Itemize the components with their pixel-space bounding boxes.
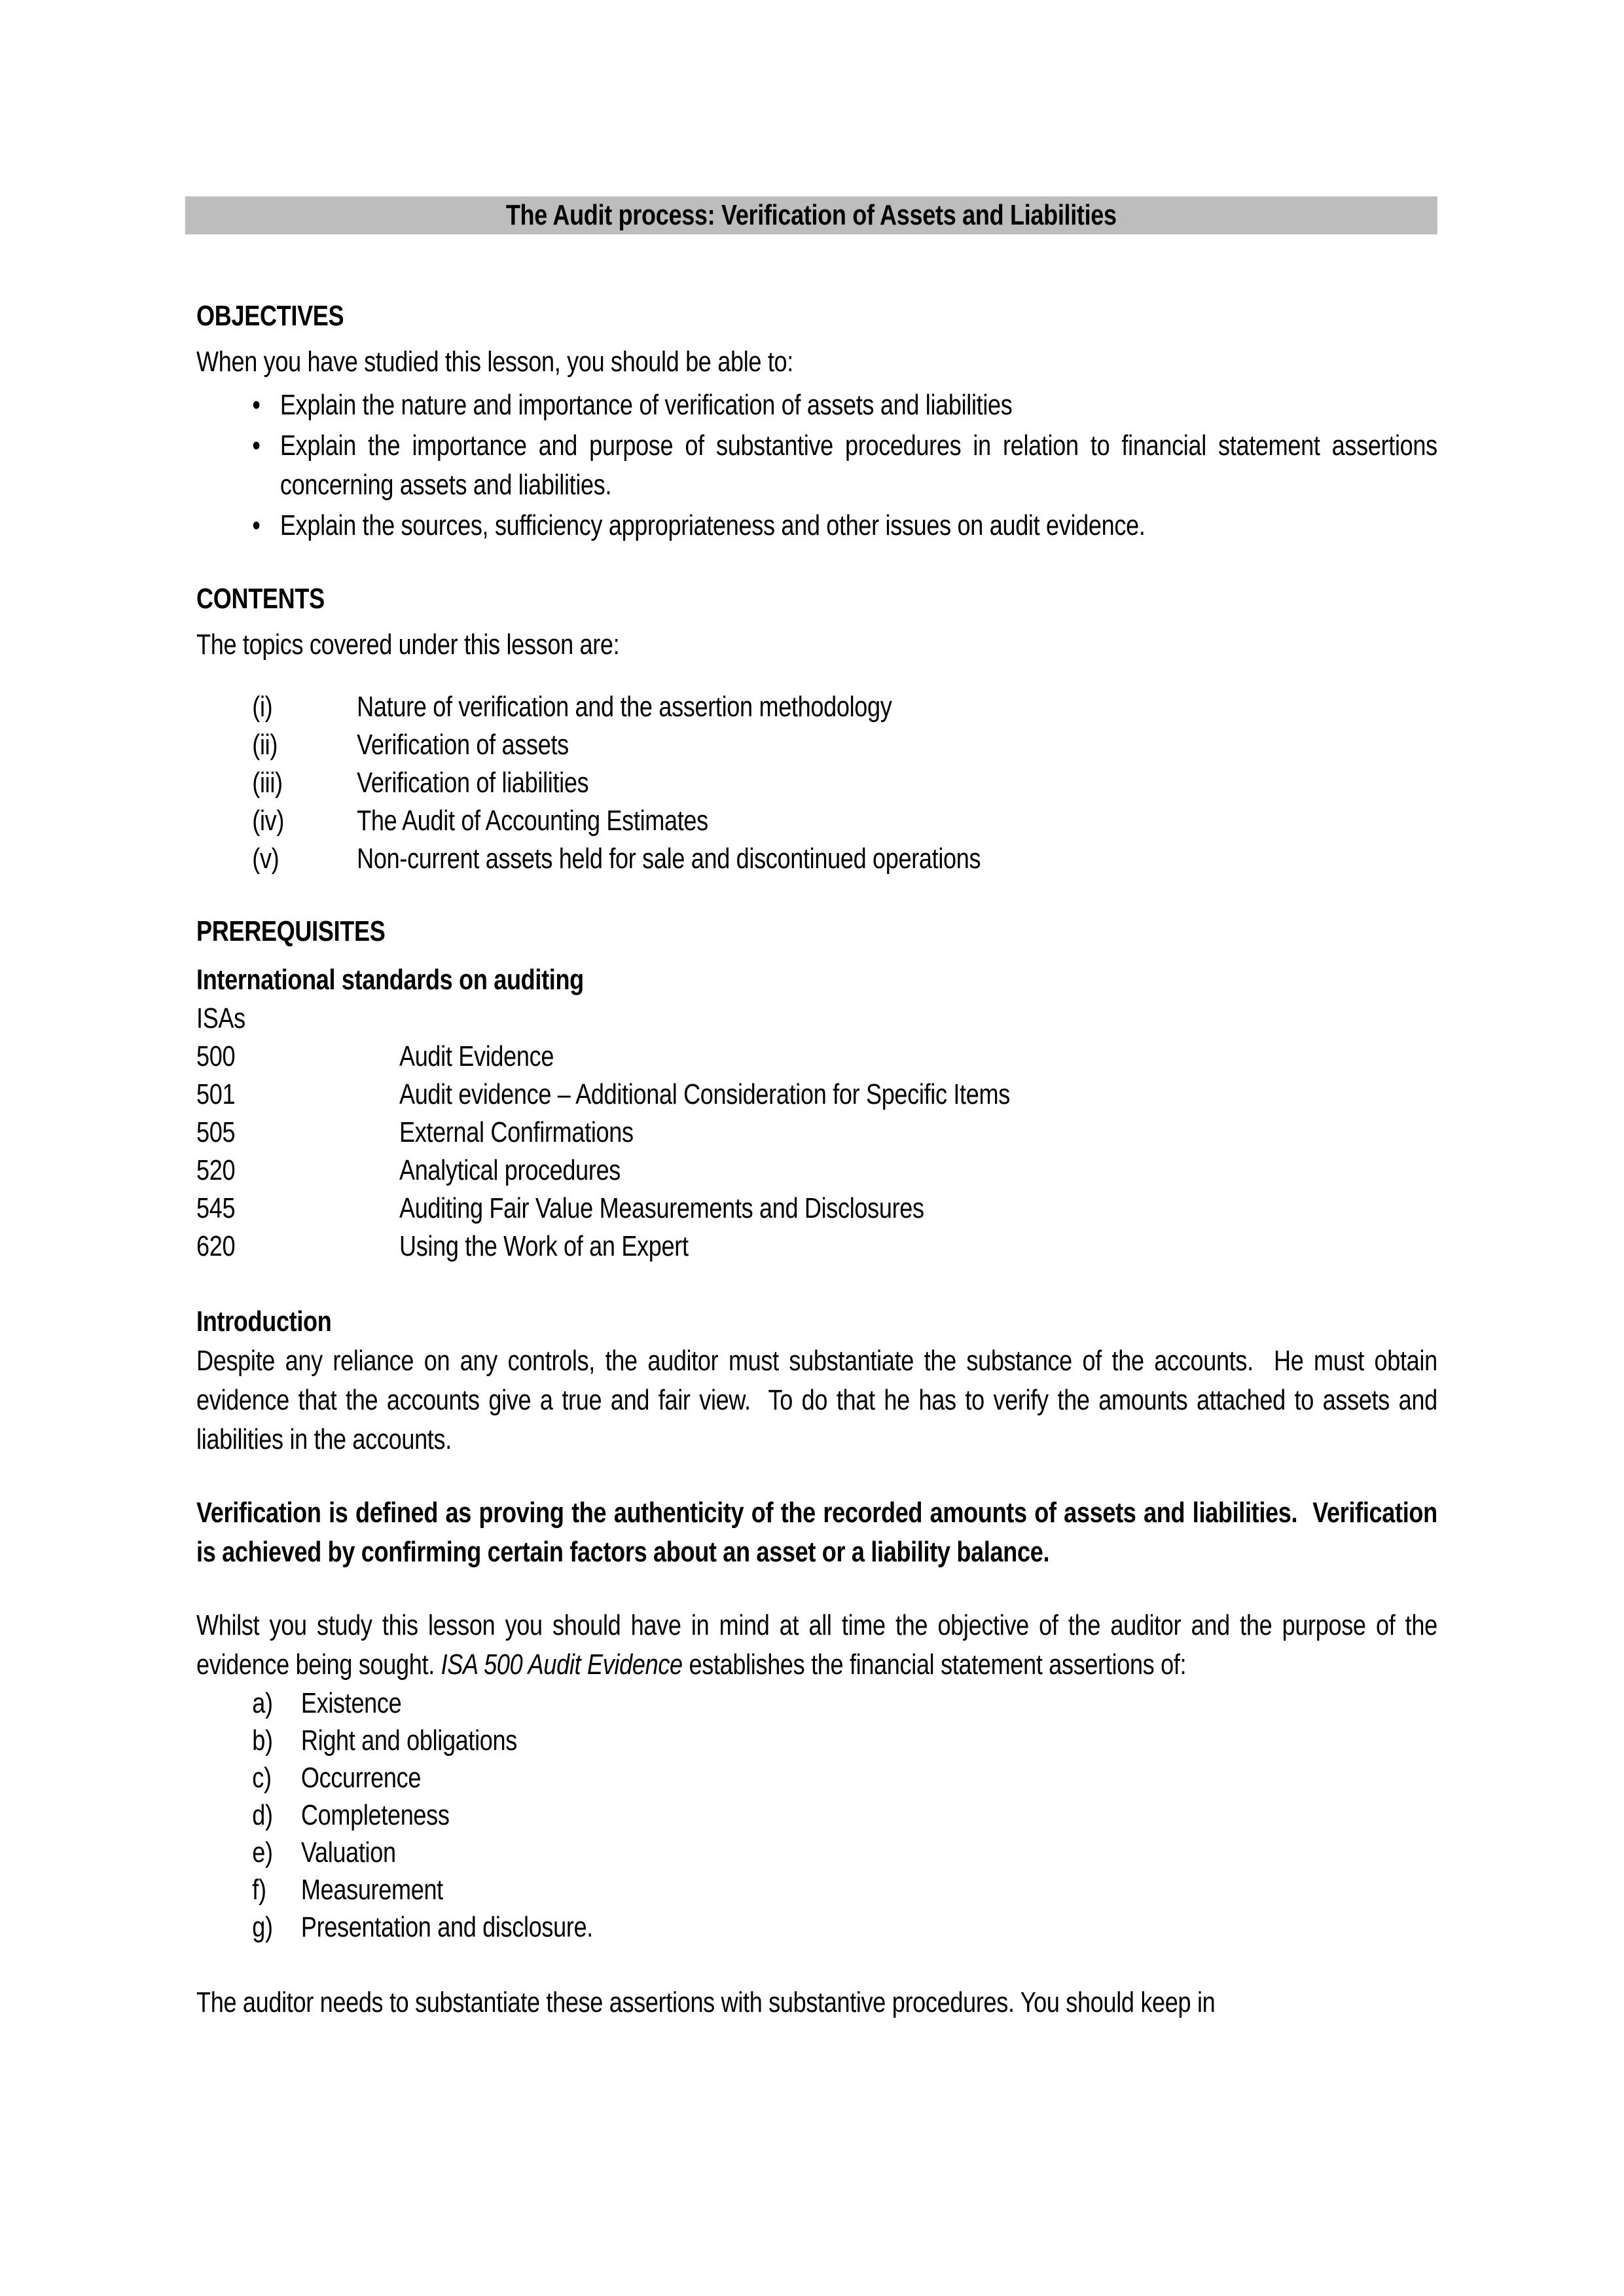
prerequisites-subheading: International standards on auditing [196, 964, 584, 996]
isa-title: External Confirmations [399, 1116, 634, 1148]
table-row [196, 1038, 1437, 1076]
isa-code: 620 [196, 1230, 236, 1262]
isa-code: 505 [196, 1116, 236, 1148]
assertion-letter: e) [252, 1836, 273, 1868]
isas-label: ISAs [196, 1002, 245, 1034]
table-row [196, 1114, 1437, 1152]
assertion-text: Valuation [300, 1836, 396, 1868]
list-item [196, 1796, 1437, 1834]
assertion-text: Measurement [300, 1874, 443, 1906]
page-title: The Audit process: Verification of Assets and Liabilities [505, 199, 1117, 231]
isa-title: Auditing Fair Value Measurements and Disclosures [399, 1192, 924, 1224]
objectives-intro: When you have studied this lesson, you should be able to: [196, 346, 793, 378]
whilst-text-post: establishes the financial statement assertions of: [682, 1649, 1187, 1681]
topic-number: (iv) [252, 805, 285, 837]
table-row [196, 1228, 1437, 1266]
topic-text: Verification of assets [357, 729, 569, 761]
document-content [196, 196, 1444, 2022]
isa-title: Audit Evidence [399, 1040, 554, 1072]
bullet-icon: • [252, 429, 261, 462]
list-item [252, 386, 1437, 425]
topic-text: Nature of verification and the assertion methodology [357, 691, 892, 723]
table-row [196, 1190, 1437, 1228]
list-item [196, 1685, 1437, 1722]
list-item [196, 1722, 1437, 1759]
list-item [196, 688, 1437, 726]
assertion-letter: c) [252, 1762, 272, 1794]
list-item [196, 1759, 1437, 1796]
assertion-letter: d) [252, 1799, 273, 1831]
assertion-text: Occurrence [300, 1762, 422, 1794]
topic-text: Non-current assets held for sale and discontinued operations [357, 843, 981, 875]
isa-code: 545 [196, 1192, 236, 1224]
list-item [196, 764, 1437, 802]
isa-500-reference: ISA 500 Audit Evidence [441, 1649, 683, 1681]
whilst-paragraph [196, 1606, 1444, 1685]
list-item [196, 1834, 1437, 1871]
assertion-text: Presentation and disclosure. [300, 1911, 594, 1943]
list-item [196, 1908, 1437, 1946]
prerequisites-heading: PREREQUISITES [196, 915, 386, 947]
table-row [196, 1076, 1437, 1114]
objectives-bullet-list [196, 386, 1437, 545]
closing-paragraph: The auditor needs to substantiate these assertions with substantive procedures. You should keep in [196, 1986, 1216, 2018]
contents-topic-list [196, 688, 1437, 878]
isa-code: 520 [196, 1154, 236, 1186]
isa-title: Using the Work of an Expert [399, 1230, 689, 1262]
list-item [196, 840, 1437, 878]
assertion-text: Completeness [300, 1799, 450, 1831]
list-item [196, 726, 1437, 764]
topic-number: (v) [252, 843, 280, 875]
verification-definition-paragraph: Verification is defined as proving the authenticity of the recorded amounts of assets and liabilities. Verification is achieved by confirming certain factors about an asset or a liability balance. [196, 1497, 1444, 1568]
topic-number: (ii) [252, 729, 278, 761]
topic-number: (iii) [252, 767, 283, 799]
bullet-text: Explain the sources, sufficiency appropriateness and other issues on audit evidence. [280, 509, 1146, 541]
isa-standards-list [196, 1038, 1437, 1266]
assertion-letter: f) [252, 1874, 266, 1906]
bullet-icon: • [252, 509, 261, 541]
bullet-text: Explain the importance and purpose of substantive procedures in relation to financial statement assertions concerning assets and liabilities. [280, 429, 1437, 501]
isa-title: Analytical procedures [399, 1154, 621, 1186]
list-item [252, 426, 1437, 505]
isa-code: 500 [196, 1040, 236, 1072]
bullet-text: Explain the nature and importance of verification of assets and liabilities [280, 389, 1013, 421]
introduction-heading: Introduction [196, 1305, 332, 1338]
assertion-letter: b) [252, 1724, 273, 1757]
isa-title: Audit evidence – Additional Consideration for Specific Items [399, 1078, 1010, 1110]
topic-text: The Audit of Accounting Estimates [357, 805, 708, 837]
objectives-heading: OBJECTIVES [196, 300, 344, 332]
topic-text: Verification of liabilities [357, 767, 589, 799]
assertions-list [196, 1685, 1437, 1946]
contents-intro: The topics covered under this lesson are: [196, 629, 620, 661]
assertion-letter: a) [252, 1687, 273, 1719]
assertion-letter: g) [252, 1911, 273, 1943]
list-item [196, 1871, 1437, 1908]
title-banner [185, 196, 1437, 234]
assertion-text: Existence [300, 1687, 402, 1719]
isa-code: 501 [196, 1078, 236, 1110]
assertion-text: Right and obligations [300, 1724, 518, 1757]
introduction-paragraph: Despite any reliance on any controls, the auditor must substantiate the substance of the accounts. He must obtain evidence that the accounts give a true and fair view. To do that he has to verify the amounts attached to assets and liabilities in the accounts. [196, 1345, 1444, 1455]
contents-heading: CONTENTS [196, 583, 325, 615]
list-item [196, 802, 1437, 840]
topic-number: (i) [252, 691, 273, 723]
bullet-icon: • [252, 389, 261, 421]
table-row [196, 1152, 1437, 1190]
whilst-text-pre: Whilst you study this lesson you should have in mind at all time the objective of the auditor and the purpose of the evidence being sought. [196, 1609, 1444, 1681]
list-item [252, 506, 1437, 545]
